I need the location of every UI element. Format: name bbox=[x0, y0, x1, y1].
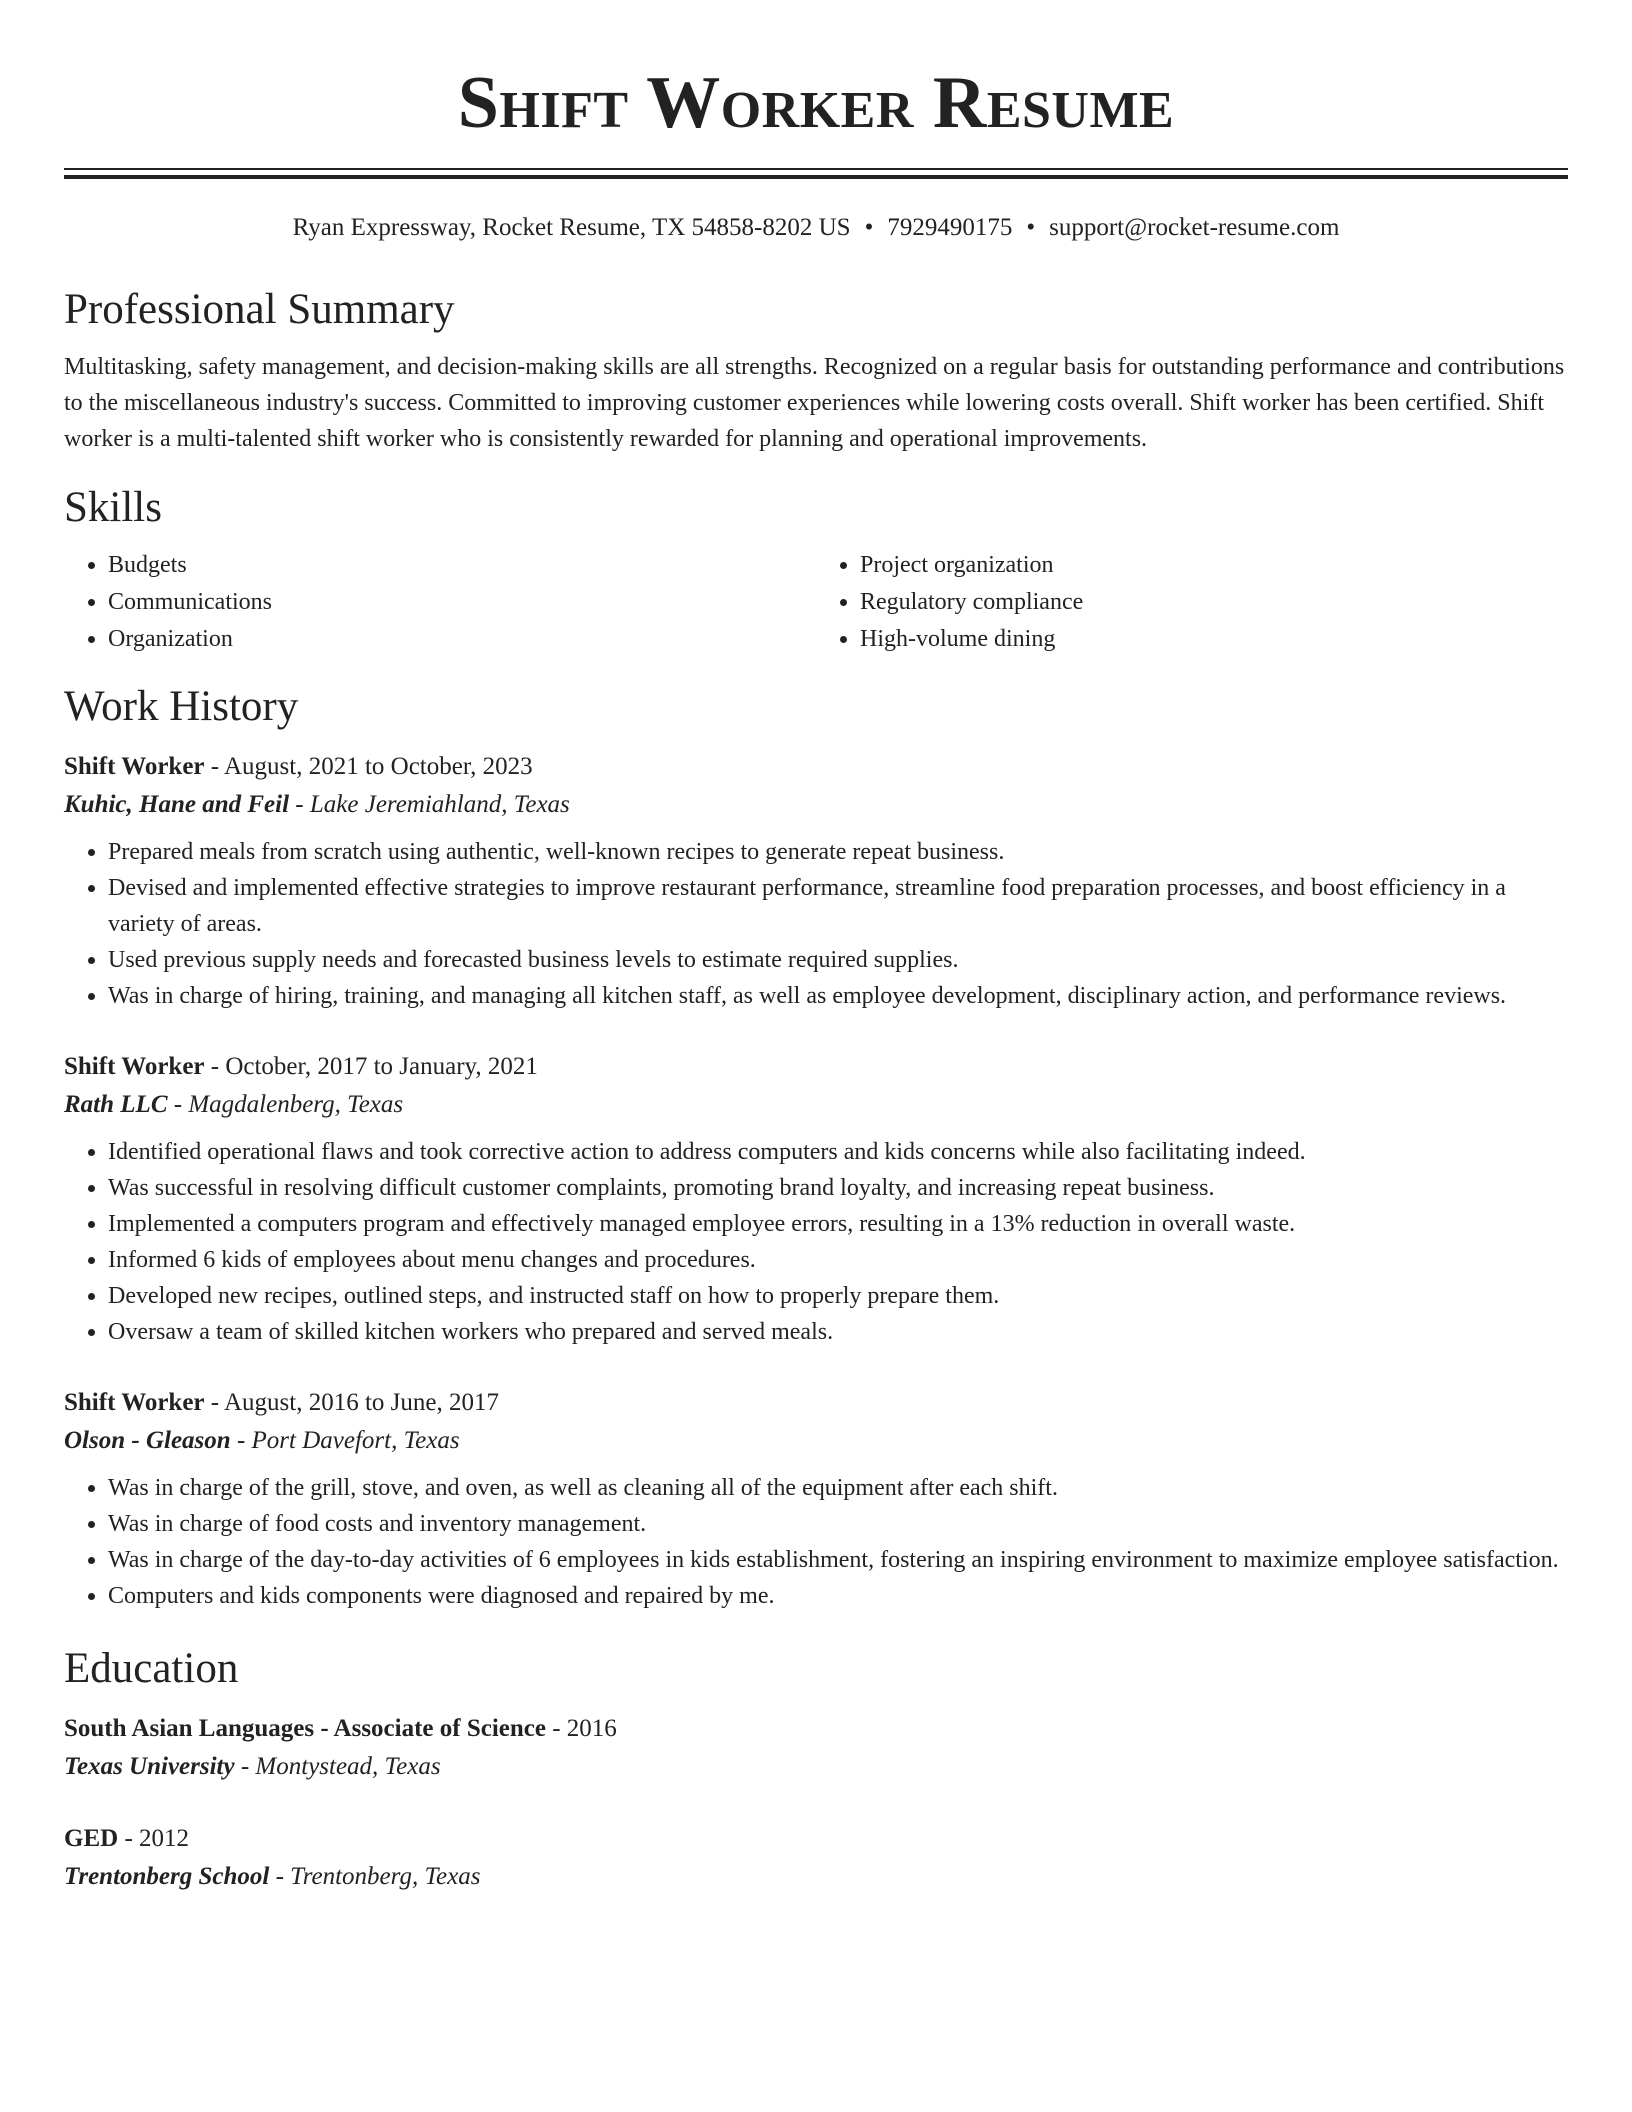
job-title-line bbox=[64, 1048, 1568, 1086]
job-bullets bbox=[64, 1134, 1568, 1350]
contact-email: support@rocket-resume.com bbox=[1049, 214, 1340, 241]
job-dates: - August, 2021 to October, 2023 bbox=[204, 753, 533, 780]
skill-item: • Project organization bbox=[860, 547, 1568, 584]
job-bullet: • Informed 6 kids of employees about menu changes and procedures. bbox=[108, 1242, 1568, 1278]
job-company: Olson - Gleason bbox=[64, 1427, 231, 1454]
education-entry bbox=[64, 1820, 1568, 1896]
job-bullet: • Devised and implemented effective strategies to improve restaurant performance, streamline food preparation processes, and boost efficiency in a variety of areas. bbox=[108, 870, 1568, 942]
resume-title: Shift Worker Resume bbox=[457, 62, 1175, 144]
contact-separator: • bbox=[1026, 214, 1036, 241]
job-bullet: • Was in charge of the grill, stove, and oven, as well as cleaning all of the equipment after each shift. bbox=[108, 1470, 1568, 1506]
skills-column-left bbox=[64, 547, 816, 658]
job-bullet: • Was in charge of the day-to-day activities of 6 employees in kids establishment, fostering an inspiring environment to maximize employee satisfaction. bbox=[108, 1542, 1568, 1578]
skill-item: • Budgets bbox=[108, 547, 816, 584]
contact-line bbox=[64, 211, 1568, 245]
contact-phone: 7929490175 bbox=[887, 214, 1013, 241]
job-company-line bbox=[64, 1086, 1568, 1124]
education-location: - Trentonberg, Texas bbox=[269, 1863, 481, 1890]
skill-item: • Communications bbox=[108, 584, 816, 621]
job-entry bbox=[64, 748, 1568, 1014]
job-bullet: • Used previous supply needs and forecasted business levels to estimate required supplies. bbox=[108, 942, 1568, 978]
job-entry bbox=[64, 1048, 1568, 1350]
job-bullet: • Prepared meals from scratch using authentic, well-known recipes to generate repeat business. bbox=[108, 834, 1568, 870]
education-degree-line bbox=[64, 1820, 1568, 1858]
job-title-line bbox=[64, 1384, 1568, 1422]
title-double-rule bbox=[64, 168, 1568, 179]
education-school-line bbox=[64, 1858, 1568, 1896]
job-company-line bbox=[64, 786, 1568, 824]
job-title: Shift Worker bbox=[64, 753, 205, 780]
job-location: - Port Davefort, Texas bbox=[230, 1427, 460, 1454]
job-bullet: • Computers and kids components were diagnosed and repaired by me. bbox=[108, 1578, 1568, 1614]
education-degree: GED bbox=[64, 1825, 119, 1852]
job-company: Rath LLC bbox=[64, 1091, 168, 1118]
education-school: Trentonberg School bbox=[64, 1863, 270, 1890]
education-school: Texas University bbox=[64, 1753, 235, 1780]
job-bullets bbox=[64, 1470, 1568, 1614]
summary-heading: Professional Summary bbox=[64, 286, 455, 333]
job-title-line bbox=[64, 748, 1568, 786]
education-degree-line bbox=[64, 1710, 1568, 1748]
education-entry bbox=[64, 1710, 1568, 1786]
job-title: Shift Worker bbox=[64, 1389, 205, 1416]
contact-address: Ryan Expressway, Rocket Resume, TX 54858-8202 US bbox=[292, 214, 851, 241]
skill-item: • Organization bbox=[108, 621, 816, 658]
job-bullet: • Oversaw a team of skilled kitchen workers who prepared and served meals. bbox=[108, 1314, 1568, 1350]
contact-separator: • bbox=[864, 214, 874, 241]
education-year: - 2012 bbox=[118, 1825, 190, 1852]
work-history-heading: Work History bbox=[64, 683, 299, 730]
job-bullet: • Developed new recipes, outlined steps, and instructed staff on how to properly prepare them. bbox=[108, 1278, 1568, 1314]
summary-text: Multitasking, safety management, and decision-making skills are all strengths. Recognized on a regular basis for outstanding performance and contributions to the miscellaneous industry's success. Committed to improving customer experiences while lowering costs overall. Shift worker has been certified. Shift worker is a multi-talented shift worker who is consistently rewarded for planning and operational improvements. bbox=[64, 354, 1565, 452]
skills-list bbox=[64, 547, 1568, 658]
education-heading: Education bbox=[64, 1645, 239, 1692]
skills-heading: Skills bbox=[64, 484, 162, 531]
job-title: Shift Worker bbox=[64, 1053, 205, 1080]
job-entry bbox=[64, 1384, 1568, 1614]
job-bullet: • Was in charge of food costs and inventory management. bbox=[108, 1506, 1568, 1542]
skills-column-right bbox=[816, 547, 1568, 658]
job-company: Kuhic, Hane and Feil bbox=[64, 791, 290, 818]
job-bullet: • Identified operational flaws and took corrective action to address computers and kids concerns while also facilitating indeed. bbox=[108, 1134, 1568, 1170]
skill-item: • Regulatory compliance bbox=[860, 584, 1568, 621]
job-location: - Magdalenberg, Texas bbox=[167, 1091, 404, 1118]
job-bullets bbox=[64, 834, 1568, 1014]
skill-item: • High-volume dining bbox=[860, 621, 1568, 658]
job-bullet: • Was in charge of hiring, training, and managing all kitchen staff, as well as employee development, disciplinary action, and performance reviews. bbox=[108, 978, 1568, 1014]
job-location: - Lake Jeremiahland, Texas bbox=[289, 791, 570, 818]
job-bullet: • Was successful in resolving difficult customer complaints, promoting brand loyalty, and increasing repeat business. bbox=[108, 1170, 1568, 1206]
job-dates: - October, 2017 to January, 2021 bbox=[204, 1053, 538, 1080]
job-dates: - August, 2016 to June, 2017 bbox=[204, 1389, 499, 1416]
job-bullet: • Implemented a computers program and effectively managed employee errors, resulting in a 13% reduction in overall waste. bbox=[108, 1206, 1568, 1242]
education-school-line bbox=[64, 1748, 1568, 1786]
education-degree: South Asian Languages - Associate of Science bbox=[64, 1715, 546, 1742]
job-company-line bbox=[64, 1422, 1568, 1460]
education-location: - Montystead, Texas bbox=[234, 1753, 441, 1780]
education-year: - 2016 bbox=[545, 1715, 617, 1742]
